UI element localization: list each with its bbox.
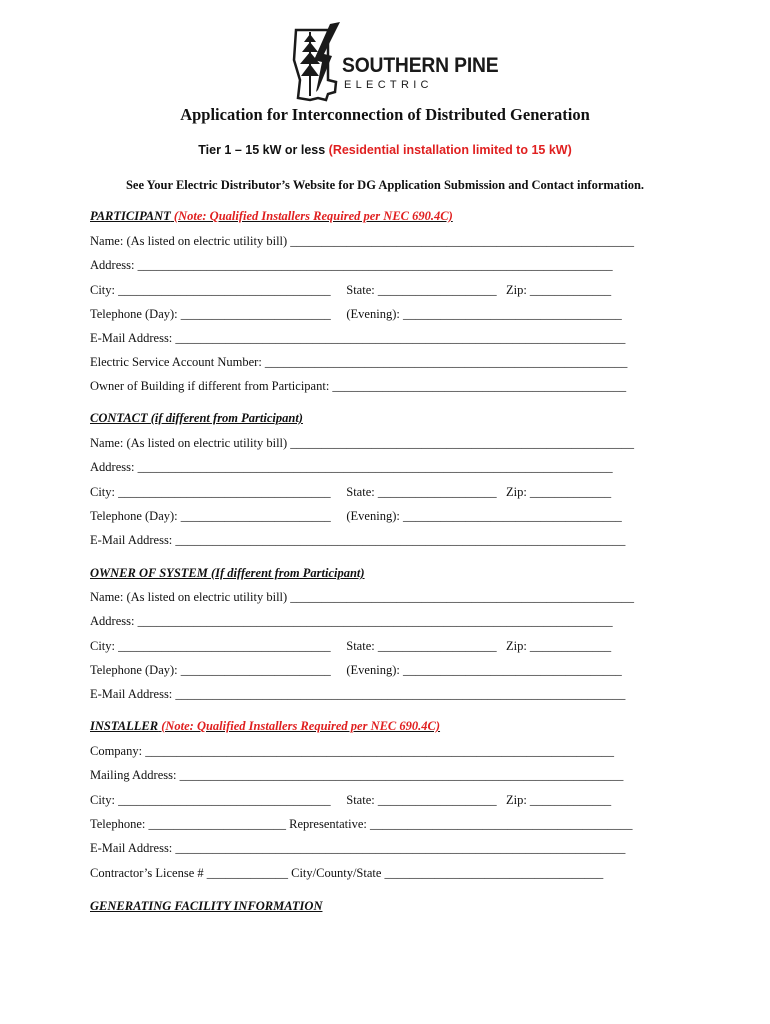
owner-city-state-zip-field[interactable] xyxy=(90,639,680,654)
logo-subtitle: ELECTRIC xyxy=(344,79,433,91)
owner-name-field[interactable] xyxy=(90,590,680,605)
tier-main: Tier 1 – 15 kW or less xyxy=(198,143,329,157)
participant-email-field[interactable] xyxy=(90,331,680,346)
installer-company-field[interactable] xyxy=(90,744,680,759)
section-heading-generating-facility: GENERATING FACILITY INFORMATION xyxy=(90,899,323,913)
mississippi-pine-logo-icon xyxy=(288,20,344,106)
section-heading-installer xyxy=(90,719,440,734)
participant-account-label: Electric Service Account Number: __________________________________________________________ xyxy=(90,355,628,369)
submission-notice: See Your Electric Distributor’s Website for DG Application Submission and Contact information. xyxy=(125,178,645,192)
section-heading-contact: CONTACT (if different from Participant) xyxy=(90,411,303,425)
participant-building-owner-field[interactable] xyxy=(90,379,680,394)
installer-city-state-zip-field[interactable] xyxy=(90,793,680,808)
owner-telephone-field[interactable] xyxy=(90,663,680,678)
participant-city-state-zip-field[interactable] xyxy=(90,283,680,298)
participant-heading: PARTICIPANT xyxy=(90,209,171,223)
owner-city-label: City: __________________________________ State: ___________________ Zip: _____________ xyxy=(90,639,612,653)
installer-mailing-address-field[interactable] xyxy=(90,768,680,783)
participant-account-number-field[interactable] xyxy=(90,355,680,370)
participant-city-label: City: __________________________________ State: ___________________ Zip: _____________ xyxy=(90,283,612,297)
installer-license-field[interactable] xyxy=(90,866,680,881)
participant-address-label: Address: ____________________________________________________________________________ xyxy=(90,258,613,272)
installer-company-label: Company: ___________________________________________________________________________ xyxy=(90,744,614,758)
installer-email-field[interactable] xyxy=(90,841,680,856)
installer-telephone-label: Telephone: ______________________ Representative: __________________________________________ xyxy=(90,817,633,831)
contact-name-field[interactable] xyxy=(90,436,680,451)
contact-telephone-label: Telephone (Day): ________________________ (Evening): ___________________________________ xyxy=(90,509,622,523)
contact-address-label: Address: ____________________________________________________________________________ xyxy=(90,460,613,474)
section-heading-owner: OWNER OF SYSTEM (If different from Participant) xyxy=(90,566,365,580)
tier-line xyxy=(0,143,770,157)
participant-name-label: Name: (As listed on electric utility bill) _______________________________________________________ xyxy=(90,234,635,248)
participant-email-label: E-Mail Address: ________________________________________________________________________ xyxy=(90,331,626,345)
owner-name-label: Name: (As listed on electric utility bill) _______________________________________________________ xyxy=(90,590,635,604)
contact-telephone-field[interactable] xyxy=(90,509,680,524)
installer-telephone-representative-field[interactable] xyxy=(90,817,680,832)
installer-license-label: Contractor’s License # _____________ City/County/State ___________________________________ xyxy=(90,866,604,880)
installer-city-label: City: __________________________________ State: ___________________ Zip: _____________ xyxy=(90,793,612,807)
installer-mailing-label: Mailing Address: _______________________________________________________________________ xyxy=(90,768,624,782)
contact-email-field[interactable] xyxy=(90,533,680,548)
participant-note: (Note: Qualified Installers Required per NEC 690.4C) xyxy=(170,209,453,223)
installer-heading: INSTALLER xyxy=(90,719,159,733)
contact-email-label: E-Mail Address: ________________________________________________________________________ xyxy=(90,533,626,547)
installer-note: (Note: Qualified Installers Required per NEC 690.4C) xyxy=(158,719,441,733)
owner-address-field[interactable] xyxy=(90,614,680,629)
owner-email-field[interactable] xyxy=(90,687,680,702)
owner-telephone-label: Telephone (Day): ________________________ (Evening): ___________________________________ xyxy=(90,663,622,677)
participant-name-field[interactable] xyxy=(90,234,680,249)
page-title: Application for Interconnection of Distributed Generation xyxy=(180,105,590,124)
contact-city-label: City: __________________________________ State: ___________________ Zip: _____________ xyxy=(90,485,612,499)
owner-email-label: E-Mail Address: ________________________________________________________________________ xyxy=(90,687,626,701)
participant-owner-label: Owner of Building if different from Participant: _______________________________________________ xyxy=(90,379,627,393)
owner-address-label: Address: ____________________________________________________________________________ xyxy=(90,614,613,628)
contact-city-state-zip-field[interactable] xyxy=(90,485,680,500)
participant-address-field[interactable] xyxy=(90,258,680,273)
contact-name-label: Name: (As listed on electric utility bill) _______________________________________________________ xyxy=(90,436,635,450)
section-heading-participant xyxy=(90,209,453,224)
installer-email-label: E-Mail Address: ________________________________________________________________________ xyxy=(90,841,626,855)
tier-note: (Residential installation limited to 15 kW) xyxy=(328,143,572,157)
participant-telephone-field[interactable] xyxy=(90,307,680,322)
logo-wordmark: SOUTHERN PINE xyxy=(342,54,499,77)
contact-address-field[interactable] xyxy=(90,460,680,475)
participant-telephone-label: Telephone (Day): ________________________ (Evening): ___________________________________ xyxy=(90,307,622,321)
southern-pine-logo xyxy=(288,20,499,106)
